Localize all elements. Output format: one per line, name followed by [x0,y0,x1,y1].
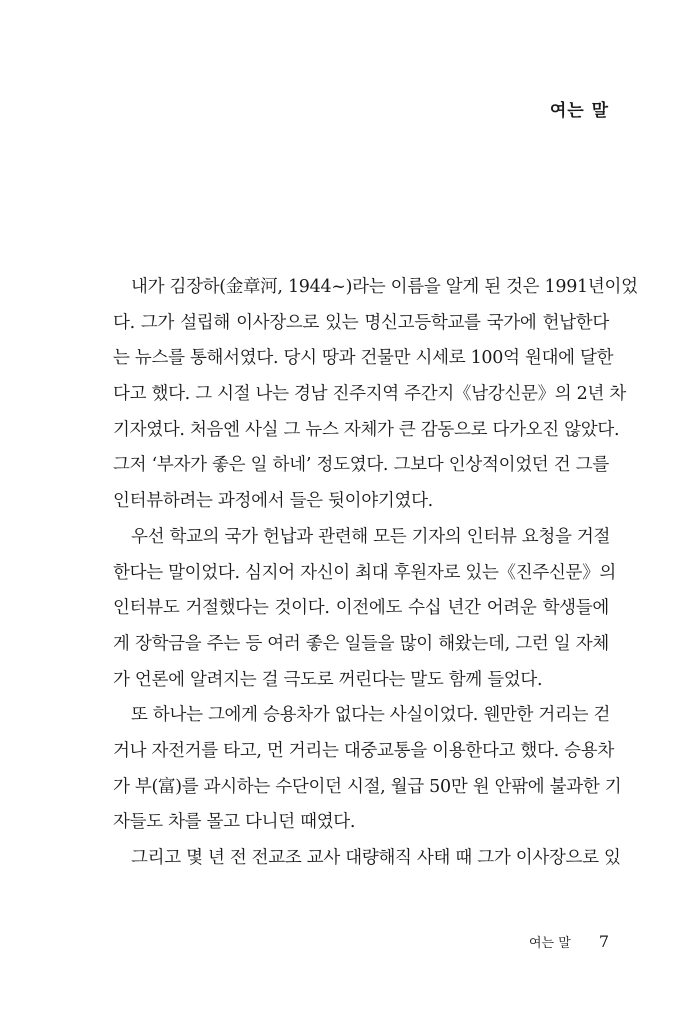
text-line: 또 하나는 그에게 승용차가 없다는 사실이었다. 웬만한 거리는 걷 [131,705,611,726]
text-line: 다고 했다. 그 시절 나는 경남 진주지역 주간지《남강신문》의 2년 차 [113,384,626,405]
text-line: 인터뷰하려는 과정에서 들은 뒷이야기였다. [113,491,433,512]
text-line: 가 부(富)를 과시하는 수단이던 시절, 월급 50만 원 안팎에 불과한 기 [113,776,622,797]
body-text [113,270,638,877]
text-line: 게 장학금을 주는 등 여러 좋은 일들을 많이 해왔는데, 그런 일 자체 [113,633,609,654]
text-line: 다. 그가 설립해 이사장으로 있는 명신고등학교를 국가에 헌납한다 [113,312,609,333]
text-line: 우선 학교의 국가 헌납과 관련해 모든 기자의 인터뷰 요청을 거절 [131,526,611,547]
text-line: 인터뷰도 거절했다는 것이다. 이전에도 수십 년간 어려운 학생들에 [113,598,609,619]
chapter-title: 여는 말 [549,101,609,121]
text-line: 그저 ‘부자가 좋은 일 하네’ 정도였다. 그보다 인상적이었던 건 그를 [113,455,609,476]
text-line: 기자였다. 처음엔 사실 그 뉴스 자체가 큰 감동으로 다가오진 않았다. [113,419,620,440]
text-line: 한다는 말이었다. 심지어 자신이 최대 후원자로 있는《진주신문》의 [113,562,616,583]
text-line: 거나 자전거를 타고, 먼 거리는 대중교통을 이용한다고 했다. 승용차 [113,740,614,761]
text-line: 가 언론에 알려지는 걸 극도로 꺼린다는 말도 함께 들었다. [113,669,543,690]
page-number: 7 [598,932,609,951]
text-line: 는 뉴스를 통해서였다. 당시 땅과 건물만 시세로 100억 원대에 달한 [113,348,614,369]
text-line: 내가 김장하(金章河, 1944~)라는 이름을 알게 된 것은 1991년이었 [131,277,638,297]
text-line: 자들도 차를 몰고 다니던 때였다. [113,812,356,833]
page-footer [529,932,609,951]
running-title: 여는 말 [529,936,571,951]
text-line: 그리고 몇 년 전 전교조 교사 대량해직 사태 때 그가 이사장으로 있 [131,848,621,868]
